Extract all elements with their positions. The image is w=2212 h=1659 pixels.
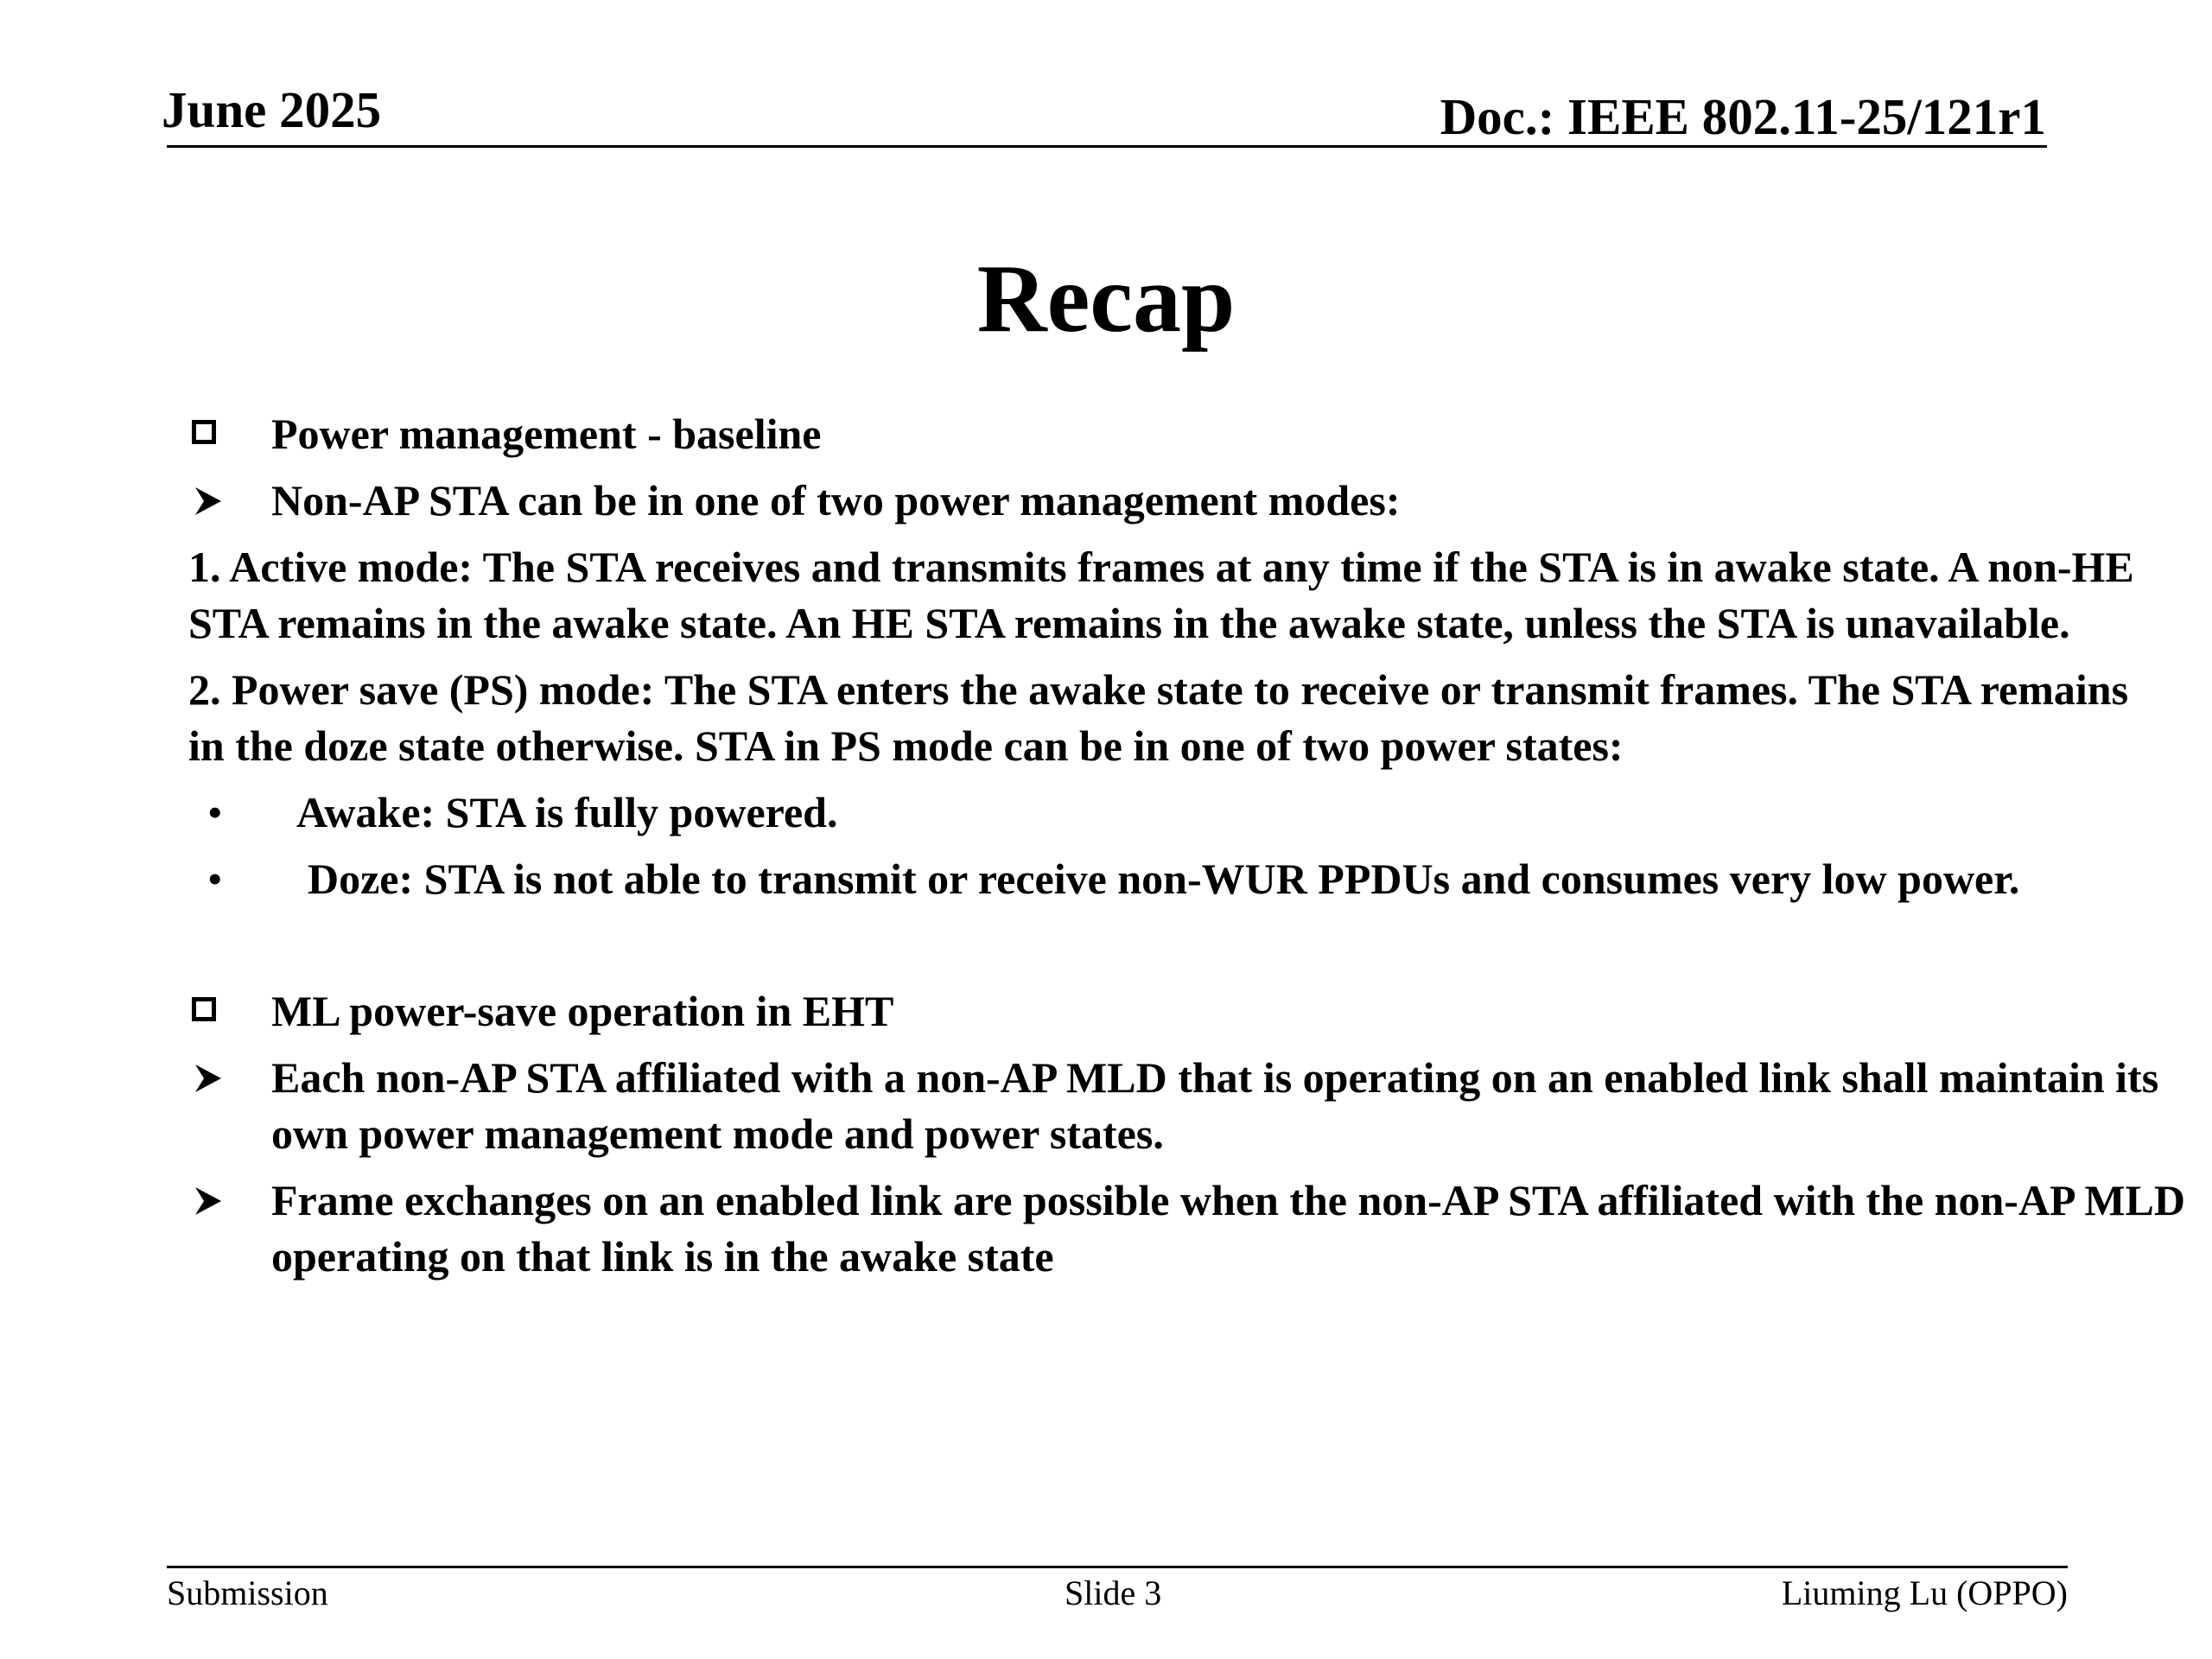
footer-author: Liuming Lu (OPPO)	[1781, 1573, 2068, 1612]
list-item: • Awake: STA is fully powered.	[188, 785, 2202, 841]
section-heading-power-management: Power management - baseline	[188, 406, 2202, 462]
list-item: Non-AP STA can be in one of two power management modes:	[188, 473, 2202, 529]
arrowhead-icon	[188, 473, 226, 532]
slide-body	[188, 406, 2202, 1295]
arrowhead-icon	[188, 1173, 226, 1232]
arrowhead-icon	[188, 1050, 226, 1109]
slide-title: Recap	[976, 245, 1236, 353]
section-heading-ml-power-save: ML power-save operation in EHT	[188, 983, 2202, 1039]
list-item: Frame exchanges on an enabled link are possible when the non-AP STA affiliated with the non-AP MLD operating on that link is in the awake state	[188, 1173, 2202, 1285]
footer-submission: Submission	[167, 1573, 328, 1612]
list-item: Each non-AP STA affiliated with a non-AP MLD that is operating on an enabled link shall maintain its own power management mode and power states.	[188, 1050, 2212, 1162]
header-doc-id: Doc.: IEEE 802.11-25/121r1	[1440, 88, 2046, 145]
bullet-dot-icon: •	[207, 788, 223, 836]
numbered-item-active-mode: 1. Active mode: The STA receives and transmits frames at any time if the STA is in awake state. A non-HE STA remains in the awake state. An HE STA remains in the awake state, unless the STA is unavailable.	[188, 543, 2134, 647]
header-rule	[167, 145, 2047, 148]
numbered-item-power-save-mode: 2. Power save (PS) mode: The STA enters the awake state to receive or transmit frames. The STA remains in the doze state otherwise. STA in PS mode can be in one of two power states:	[188, 665, 2129, 770]
footer-slide-number: Slide 3	[1065, 1573, 1162, 1612]
header-date: June 2025	[162, 81, 382, 138]
footer-rule	[167, 1566, 2068, 1568]
bullet-dot-icon: •	[207, 855, 223, 903]
list-item: • Doze: STA is not able to transmit or receive non-WUR PPDUs and consumes very low power.	[188, 851, 2202, 907]
